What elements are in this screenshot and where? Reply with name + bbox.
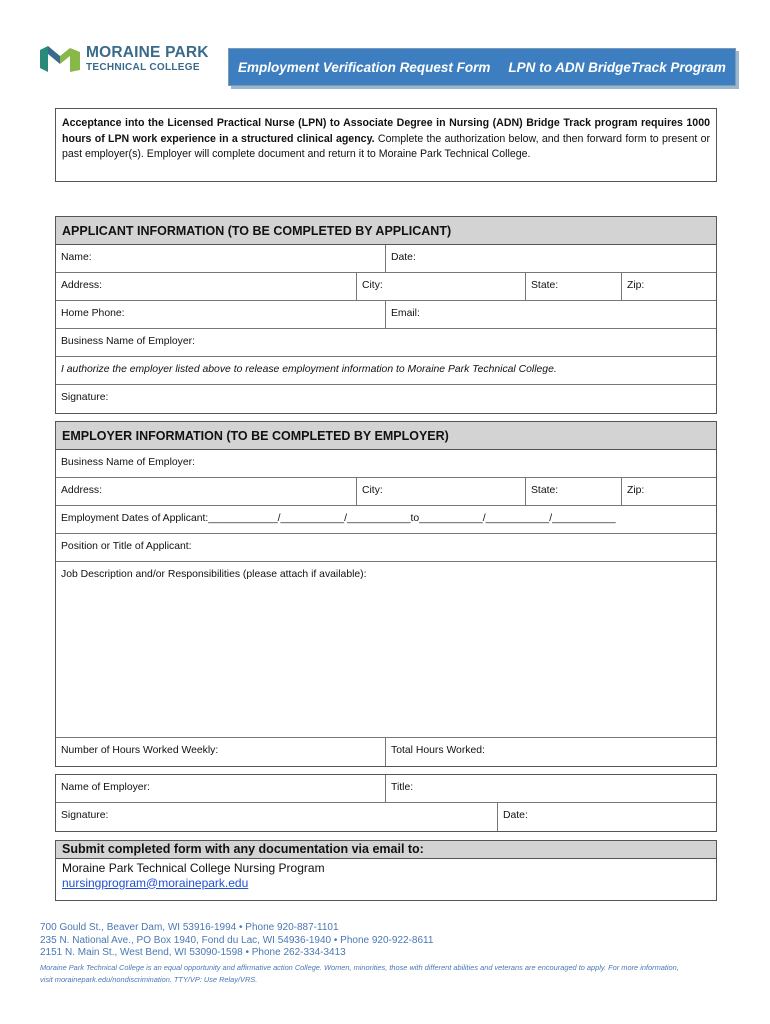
applicant-city-field[interactable]: City: [357, 273, 526, 300]
form-title: Employment Verification Request Form [238, 59, 491, 75]
employment-dates-field[interactable]: Employment Dates of Applicant:____________/___________/___________to___________/___________/___________ [61, 513, 616, 524]
authorization-statement: I authorize the employer listed above to release employment information to Moraine Park Technical College. [61, 364, 557, 375]
job-description-field[interactable]: Job Description and/or Responsibilities (please attach if available): [61, 569, 367, 580]
employer-name-field[interactable]: Name of Employer: [56, 775, 386, 802]
campus-address-west-bend: 2151 N. Main St., West Bend, WI 53090-1598 • Phone 262-334-3413 [40, 947, 346, 958]
employer-zip-field[interactable]: Zip: [627, 485, 645, 496]
program-name: Moraine Park Technical College Nursing Program [62, 861, 325, 875]
employer-address-field[interactable]: Address: [56, 478, 357, 505]
logo-subtitle: TECHNICAL COLLEGE [86, 61, 200, 73]
applicant-home-phone-field[interactable]: Home Phone: [56, 301, 386, 328]
footer [40, 922, 720, 984]
college-logo-icon [40, 44, 82, 74]
employer-state-field[interactable]: State: [526, 478, 622, 505]
hours-required: 1000 [686, 117, 710, 129]
equal-opportunity-notice: Moraine Park Technical College is an equal opportunity and affirmative action College. Women, minorities, those with different abilities and veterans are encouraged to apply. For more information, [40, 962, 679, 972]
employer-title-field[interactable]: Title: [391, 782, 414, 793]
submit-heading: Submit completed form with any documentation via email to: [56, 841, 716, 859]
employer-date-field[interactable]: Date: [503, 810, 528, 821]
campus-address-fond-du-lac: 235 N. National Ave., PO Box 1940, Fond du Lac, WI 54936-1940 • Phone 920-922-8611 [40, 934, 434, 946]
form-title-banner [228, 48, 736, 86]
logo-name: MORAINE PARK [86, 44, 209, 62]
employer-business-field[interactable]: Business Name of Employer: [61, 457, 195, 468]
hours-weekly-field[interactable]: Number of Hours Worked Weekly: [56, 738, 386, 766]
applicant-zip-field[interactable]: Zip: [627, 280, 645, 291]
bridge-word: Bridge [526, 117, 560, 129]
program-title: LPN to ADN BridgeTrack Program [508, 59, 726, 75]
employer-signature-field[interactable]: Signature: [56, 803, 498, 831]
applicant-date-field[interactable]: Date: [391, 252, 416, 263]
submit-email-link[interactable]: nursingprogram@morainepark.edu [62, 875, 249, 890]
submit-instructions [55, 840, 717, 901]
employer-signoff-section [55, 774, 717, 832]
applicant-email-field[interactable]: Email: [391, 308, 420, 319]
applicant-name-field[interactable]: Name: [56, 245, 386, 272]
bridge-word: Bridge [588, 59, 631, 75]
total-hours-field[interactable]: Total Hours Worked: [391, 745, 485, 756]
college-logo [40, 44, 209, 74]
employer-section [55, 421, 717, 767]
intro-paragraph: Acceptance into the Licensed Practical Nurse (LPN) to Associate Degree in Nursing (ADN) Bridge Track program requires 1000 hours of LPN work experience in a structured clinical agency. Complete the authorization below, and then forward form to present or past employer(s). Employer will complete document and return it to Moraine Park Technical College. [55, 108, 717, 182]
employer-city-field[interactable]: City: [357, 478, 526, 505]
applicant-state-field[interactable]: State: [526, 273, 622, 300]
applicant-signature-field[interactable]: Signature: [61, 392, 109, 403]
position-title-field[interactable]: Position or Title of Applicant: [61, 541, 192, 552]
campus-address-beaver-dam: 700 Gould St., Beaver Dam, WI 53916-1994 • Phone 920-887-1101 [40, 922, 339, 933]
applicant-section [55, 216, 717, 414]
applicant-address-field[interactable]: Address: [56, 273, 357, 300]
nondiscrimination-notice: visit morainepark.edu/nondiscrimination. TTY/VP: Use Relay/VRS. [40, 974, 258, 984]
applicant-heading: APPLICANT INFORMATION (TO BE COMPLETED BY APPLICANT) [56, 217, 716, 245]
employer-heading: EMPLOYER INFORMATION (TO BE COMPLETED BY EMPLOYER) [56, 422, 716, 450]
applicant-business-field[interactable]: Business Name of Employer: [61, 336, 195, 347]
